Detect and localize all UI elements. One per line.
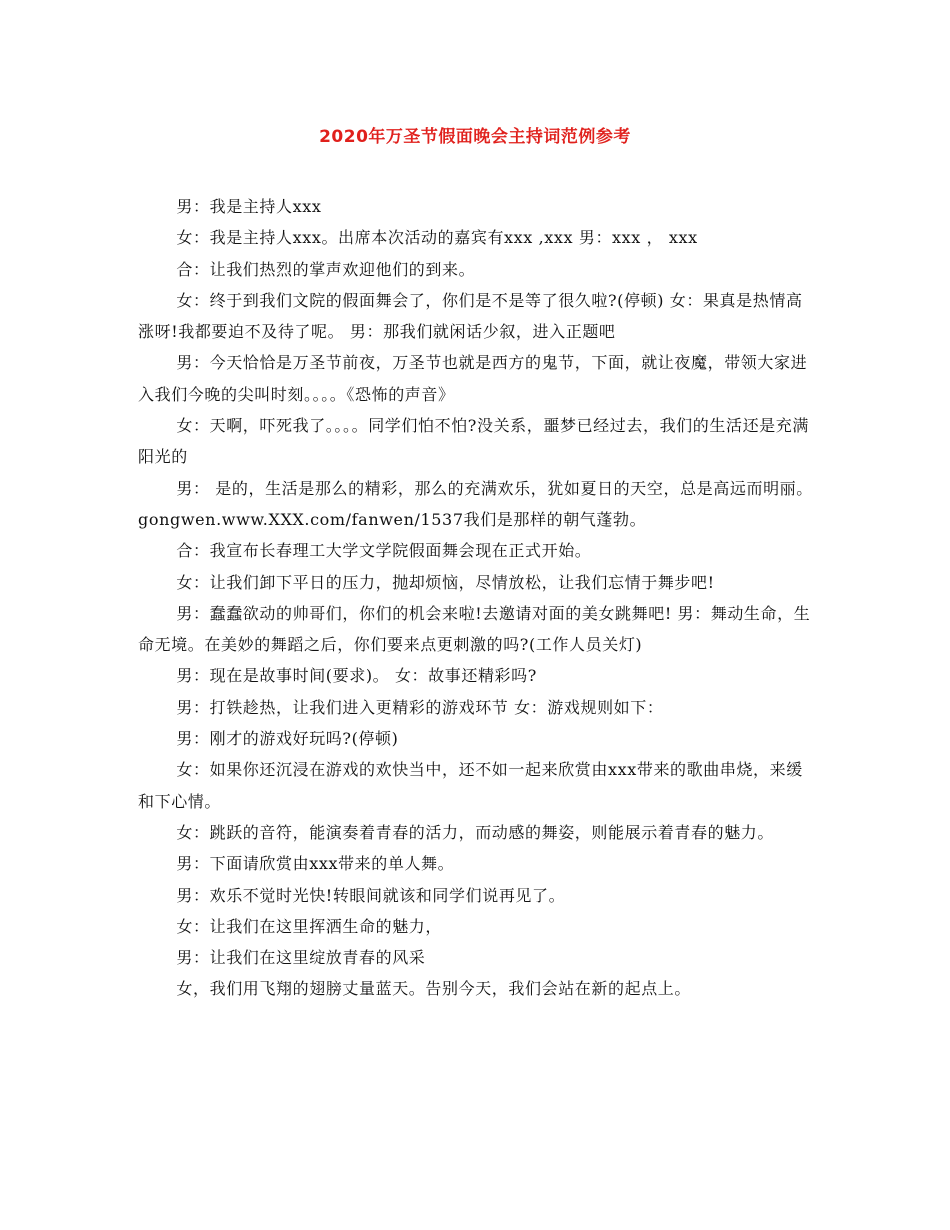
paragraph: 女：如果你还沉浸在游戏的欢快当中，还不如一起来欣赏由xxx带来的歌曲串烧，来缓和下心情。 [138, 760, 803, 811]
paragraph: 女：让我们卸下平日的压力，抛却烦恼，尽情放松，让我们忘情于舞步吧! [176, 572, 715, 592]
paragraph: 男：欢乐不觉时光快!转眼间就该和同学们说再见了。 [176, 885, 566, 905]
paragraph: 男：蠢蠢欲动的帅哥们，你们的机会来啦!去邀请对面的美女跳舞吧! 男：舞动生命，生命无境。在美妙的舞蹈之后，你们要来点更刺激的吗?(工作人员关灯) [138, 603, 811, 655]
page-title: 2020年万圣节假面晚会主持词范例参考 [319, 127, 631, 147]
paragraph: 男：打铁趁热，让我们进入更精彩的游戏环节 女：游戏规则如下： [176, 697, 664, 717]
paragraph: 男：今天恰恰是万圣节前夜，万圣节也就是西方的鬼节，下面，就让夜魔，带领大家进入我们今晚的尖叫时刻。。。。《恐怖的声音》 [138, 353, 808, 404]
paragraph: 男：我是主持人xxx [176, 197, 322, 216]
paragraph: 男：下面请欣赏由xxx带来的单人舞。 [176, 854, 455, 874]
document-body [138, 191, 814, 1005]
paragraph: 男：刚才的游戏好玩吗?(停顿) [176, 729, 399, 749]
paragraph: 合：让我们热烈的掌声欢迎他们的到来。 [176, 259, 476, 279]
paragraph: 合：我宣布长春理工大学文学院假面舞会现在正式开始。 [176, 541, 592, 561]
paragraph: 男： 是的，生活是那么的精彩，那么的充满欢乐，犹如夏日的天空，总是高远而明丽。gongwen.www.XXX.com/fanwen/1537我们是那样的朝气蓬勃。 [138, 478, 813, 529]
paragraph: 女：跳跃的音符，能演奏着青春的活力，而动感的舞姿，则能展示着青春的魅力。 [176, 822, 774, 842]
paragraph: 女：让我们在这里挥洒生命的魅力， [176, 916, 442, 936]
paragraph: 女：我是主持人xxx。出席本次活动的嘉宾有xxx ,xxx 男：xxx ， xxx [176, 228, 698, 248]
paragraph: 男：让我们在这里绽放青春的风采 [176, 948, 426, 968]
paragraph: 女，我们用飞翔的翅膀丈量蓝天。告别今天，我们会站在新的起点上。 [176, 979, 691, 999]
paragraph: 女：终于到我们文院的假面舞会了，你们是不是等了很久啦?(停顿) 女：果真是热情高涨呀!我都要迫不及待了呢。 男：那我们就闲话少叙，进入正题吧 [138, 290, 803, 342]
paragraph: 男：现在是故事时间(要求)。 女：故事还精彩吗? [176, 666, 537, 686]
paragraph: 女：天啊，吓死我了。。。。同学们怕不怕?没关系，噩梦已经过去，我们的生活还是充满阳光的 [138, 416, 809, 467]
